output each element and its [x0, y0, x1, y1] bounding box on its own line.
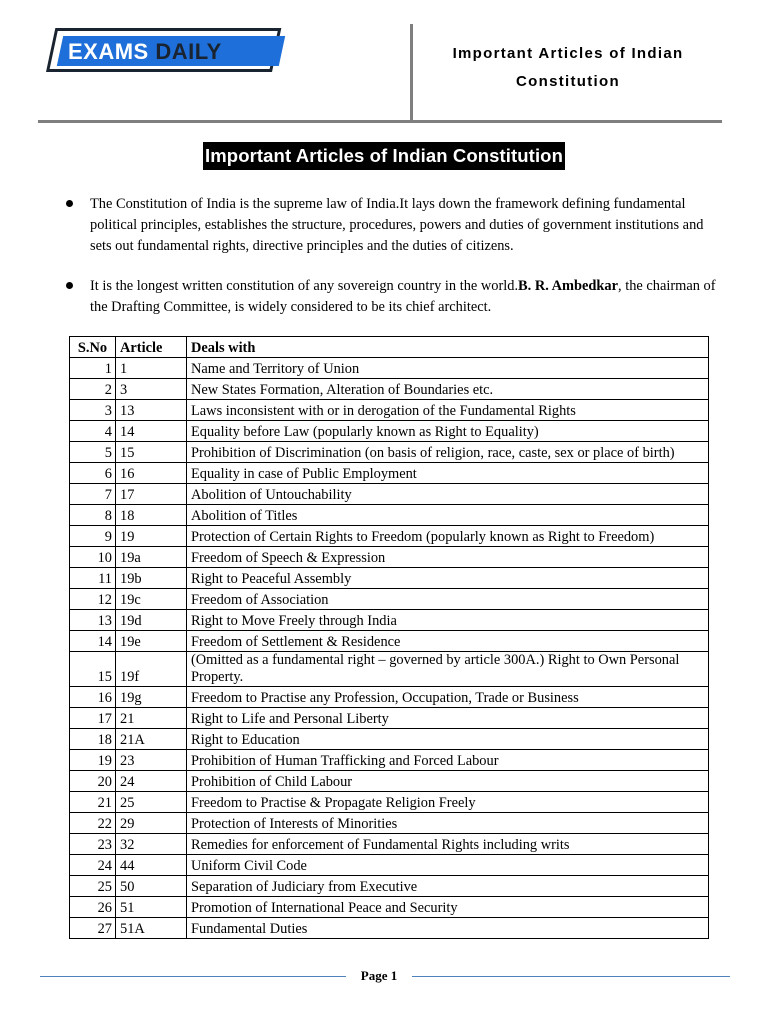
logo-word-daily: DAILY: [155, 39, 222, 64]
cell-article: 3: [116, 379, 187, 400]
cell-sno: 7: [70, 484, 116, 505]
table-row: [70, 855, 709, 876]
cell-sno: 12: [70, 589, 116, 610]
table-row: [70, 463, 709, 484]
cell-sno: 24: [70, 855, 116, 876]
page-title-wrap: [0, 142, 768, 170]
cell-deals-with: Freedom of Association: [187, 589, 709, 610]
cell-article: 19c: [116, 589, 187, 610]
table-row: [70, 897, 709, 918]
exams-daily-logo: [46, 28, 288, 72]
table-row: [70, 792, 709, 813]
table-row: [70, 358, 709, 379]
cell-article: 21A: [116, 729, 187, 750]
table-row: [70, 708, 709, 729]
table-body: [70, 358, 709, 939]
cell-article: 21: [116, 708, 187, 729]
cell-deals-with: Fundamental Duties: [187, 918, 709, 939]
cell-deals-with: Uniform Civil Code: [187, 855, 709, 876]
table-row: [70, 687, 709, 708]
cell-deals-with: Prohibition of Human Trafficking and Forced Labour: [187, 750, 709, 771]
cell-deals-with: Protection of Interests of Minorities: [187, 813, 709, 834]
cell-article: 25: [116, 792, 187, 813]
table-row: [70, 400, 709, 421]
bullet-text-bold: B. R. Ambedkar: [518, 278, 618, 294]
cell-sno: 11: [70, 568, 116, 589]
table-row: [70, 505, 709, 526]
cell-sno: 9: [70, 526, 116, 547]
cell-deals-with: Separation of Judiciary from Executive: [187, 876, 709, 897]
cell-article: 51: [116, 897, 187, 918]
cell-sno: 14: [70, 631, 116, 652]
table-row: [70, 918, 709, 939]
cell-article: 13: [116, 400, 187, 421]
cell-deals-with: Equality before Law (popularly known as Right to Equality): [187, 421, 709, 442]
cell-deals-with: Prohibition of Child Labour: [187, 771, 709, 792]
header-sno: S.No: [70, 337, 116, 358]
cell-article: 19d: [116, 610, 187, 631]
cell-sno: 18: [70, 729, 116, 750]
table-row: [70, 421, 709, 442]
cell-article: 19e: [116, 631, 187, 652]
cell-sno: 10: [70, 547, 116, 568]
cell-deals-with: Remedies for enforcement of Fundamental Rights including writs: [187, 834, 709, 855]
cell-sno: 1: [70, 358, 116, 379]
cell-sno: 26: [70, 897, 116, 918]
cell-sno: 16: [70, 687, 116, 708]
cell-article: 16: [116, 463, 187, 484]
table-header-row: [70, 337, 709, 358]
header-rule: [38, 120, 722, 123]
cell-sno: 5: [70, 442, 116, 463]
bullet-text: [90, 276, 726, 318]
cell-article: 18: [116, 505, 187, 526]
header-deals-with: Deals with: [187, 337, 709, 358]
cell-deals-with: Right to Peaceful Assembly: [187, 568, 709, 589]
cell-article: 19: [116, 526, 187, 547]
cell-deals-with: Right to Move Freely through India: [187, 610, 709, 631]
cell-deals-with: Abolition of Untouchability: [187, 484, 709, 505]
cell-article: 19f: [116, 652, 187, 687]
table-row: [70, 834, 709, 855]
cell-deals-with: Freedom of Settlement & Residence: [187, 631, 709, 652]
table-row: [70, 526, 709, 547]
bullet-item-1: [66, 194, 726, 257]
cell-article: 51A: [116, 918, 187, 939]
cell-deals-with: Abolition of Titles: [187, 505, 709, 526]
table-row: [70, 442, 709, 463]
cell-sno: 4: [70, 421, 116, 442]
table-row: [70, 750, 709, 771]
cell-deals-with: Freedom to Practise any Profession, Occupation, Trade or Business: [187, 687, 709, 708]
cell-sno: 13: [70, 610, 116, 631]
cell-deals-with: Laws inconsistent with or in derogation of the Fundamental Rights: [187, 400, 709, 421]
cell-deals-with: Equality in case of Public Employment: [187, 463, 709, 484]
table-row: [70, 876, 709, 897]
cell-sno: 2: [70, 379, 116, 400]
cell-deals-with: Name and Territory of Union: [187, 358, 709, 379]
cell-article: 19g: [116, 687, 187, 708]
logo-text: [68, 37, 222, 67]
logo-word-exams: EXAMS: [68, 39, 149, 64]
bullet-icon: [66, 282, 73, 289]
cell-article: 44: [116, 855, 187, 876]
bullet-icon: [66, 200, 73, 207]
cell-sno: 17: [70, 708, 116, 729]
header-article: Article: [116, 337, 187, 358]
bullet-text-part: , the chairman of the Drafting Committee, is widely considered to be its chief architect.: [90, 278, 716, 315]
cell-article: 23: [116, 750, 187, 771]
table-row: [70, 652, 709, 687]
cell-deals-with: Right to Life and Personal Liberty: [187, 708, 709, 729]
cell-article: 15: [116, 442, 187, 463]
cell-sno: 8: [70, 505, 116, 526]
table-row: [70, 484, 709, 505]
cell-sno: 6: [70, 463, 116, 484]
cell-article: 17: [116, 484, 187, 505]
table-row: [70, 379, 709, 400]
cell-sno: 3: [70, 400, 116, 421]
table-row: [70, 813, 709, 834]
table-row: [70, 729, 709, 750]
table-row: [70, 610, 709, 631]
cell-sno: 27: [70, 918, 116, 939]
table-row: [70, 589, 709, 610]
header-title-line-1: Important Articles of Indian: [452, 45, 684, 62]
cell-deals-with: Freedom of Speech & Expression: [187, 547, 709, 568]
cell-article: 19a: [116, 547, 187, 568]
cell-article: 19b: [116, 568, 187, 589]
header-title-line-2: Constitution: [516, 73, 620, 90]
cell-sno: 21: [70, 792, 116, 813]
cell-deals-with: Freedom to Practise & Propagate Religion Freely: [187, 792, 709, 813]
cell-article: 24: [116, 771, 187, 792]
cell-sno: 22: [70, 813, 116, 834]
cell-deals-with: Prohibition of Discrimination (on basis of religion, race, caste, sex or place of birth): [187, 442, 709, 463]
page-number: Page 1: [360, 968, 398, 983]
cell-sno: 25: [70, 876, 116, 897]
cell-deals-with: Promotion of International Peace and Security: [187, 897, 709, 918]
footer-line-right: [412, 976, 730, 977]
cell-article: 1: [116, 358, 187, 379]
cell-deals-with: Right to Education: [187, 729, 709, 750]
table-row: [70, 631, 709, 652]
bullet-text: The Constitution of India is the supreme law of India.It lays down the framework defining fundamental political principles, establishes the structure, procedures, powers and duties of government institutions and sets out fundamental rights, directive principles and the duties of citizens.: [90, 196, 704, 254]
bullet-item-2: [66, 276, 726, 318]
articles-table: [69, 336, 709, 939]
cell-deals-with: New States Formation, Alteration of Boundaries etc.: [187, 379, 709, 400]
table-row: [70, 568, 709, 589]
header-title: [413, 40, 723, 96]
cell-sno: 23: [70, 834, 116, 855]
table-row: [70, 547, 709, 568]
cell-article: 50: [116, 876, 187, 897]
table-row: [70, 771, 709, 792]
bullet-text-part: It is the longest written constitution of any sovereign country in the world.: [90, 278, 519, 294]
cell-sno: 19: [70, 750, 116, 771]
cell-article: 14: [116, 421, 187, 442]
page-title: Important Articles of Indian Constitution: [203, 142, 565, 170]
cell-article: 29: [116, 813, 187, 834]
cell-article: 32: [116, 834, 187, 855]
cell-deals-with: Protection of Certain Rights to Freedom (popularly known as Right to Freedom): [187, 526, 709, 547]
cell-sno: 20: [70, 771, 116, 792]
cell-deals-with: (Omitted as a fundamental right – governed by article 300A.) Right to Own Personal Property.: [187, 652, 709, 687]
cell-sno: 15: [70, 652, 116, 687]
footer-line-left: [40, 976, 346, 977]
